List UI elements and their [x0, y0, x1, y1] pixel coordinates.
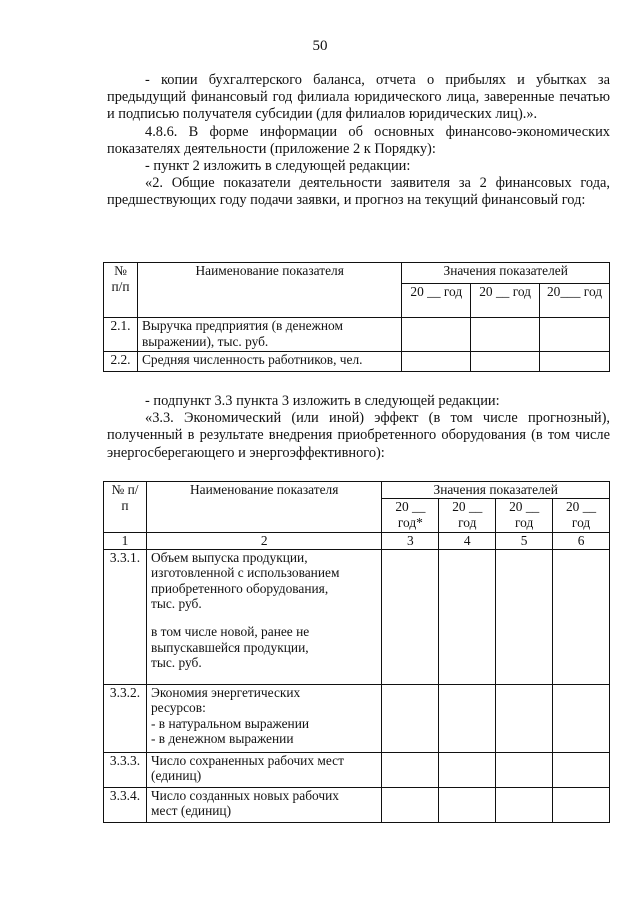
- index-cell: 1: [104, 533, 147, 550]
- value-cell: [382, 787, 439, 822]
- row-name-line: (единиц): [150, 768, 202, 784]
- row-num: 2.1.: [104, 318, 138, 352]
- value-cell: [540, 352, 610, 372]
- row-name-line: Число созданных новых рабочих: [150, 787, 339, 803]
- header-name: Наименование показателя: [146, 482, 381, 533]
- index-cell: 2: [146, 533, 381, 550]
- header-name: Наименование показателя: [137, 263, 401, 318]
- row-name-line: - в натуральном выражении: [150, 715, 310, 731]
- header-year: 20 __ год*: [382, 499, 439, 533]
- header-year: 20 __ год: [402, 284, 471, 318]
- row-name-line: тыс. руб.: [150, 655, 202, 671]
- index-cell: 3: [382, 533, 439, 550]
- value-cell: [553, 549, 610, 684]
- row-name-line: Число сохраненных рабочих мест: [150, 752, 344, 768]
- value-cell: [496, 684, 553, 752]
- table-row: [104, 787, 610, 822]
- row-name-line: Объем выпуска продукции,: [150, 549, 308, 565]
- middle-text: [107, 393, 610, 462]
- table-row: [104, 684, 610, 752]
- row-name-line: приобретенного оборудования,: [150, 580, 329, 596]
- paragraph-copies: - копии бухгалтерского баланса, отчета о прибылях и убытках за предыдущий финансовый год филиала юридического лица, заверенные печатью и подписью получателя субсидии (для филиалов юридических лиц).».: [107, 72, 610, 123]
- value-cell: [496, 752, 553, 787]
- paragraph-economic-effect: «3.3. Экономический (или иной) эффект (в том числе прогнозный), полученный в результате внедрения приобретенного оборудования (в том числе энергосберегающего и энергоэффективного):: [107, 410, 610, 461]
- table-economic-effect: [103, 481, 610, 823]
- value-cell: [553, 752, 610, 787]
- row-name-line: в том числе новой, ранее не: [150, 623, 310, 639]
- value-cell: [439, 684, 496, 752]
- index-cell: 6: [553, 533, 610, 550]
- row-name-line: ресурсов:: [150, 700, 206, 716]
- row-num: 3.3.1.: [104, 549, 147, 684]
- value-cell: [439, 549, 496, 684]
- row-num: 3.3.3.: [104, 752, 147, 787]
- value-cell: [553, 787, 610, 822]
- value-cell: [402, 318, 471, 352]
- table-financial-indicators: [103, 262, 610, 372]
- paragraph-general-indicators: «2. Общие показатели деятельности заявителя за 2 финансовых года, предшествующих году подачи заявки, и прогноз на текущий финансовый год:: [107, 175, 610, 209]
- value-cell: [540, 318, 610, 352]
- row-name: [146, 684, 381, 752]
- row-name-line: мест (единиц): [150, 803, 232, 819]
- value-cell: [496, 549, 553, 684]
- row-name-line: - в денежном выражении: [150, 731, 294, 747]
- table-row: [104, 752, 610, 787]
- header-num: № п/п: [104, 482, 147, 533]
- row-name-line: Экономия энергетических: [150, 684, 301, 700]
- value-cell: [553, 684, 610, 752]
- row-name: [146, 787, 381, 822]
- paragraph-4-8-6: 4.8.6. В форме информации об основных финансово-экономических показателях деятельности (приложение 2 к Порядку):: [107, 123, 610, 157]
- paragraph-point-2: - пункт 2 изложить в следующей редакции:: [145, 158, 411, 175]
- index-row: [104, 533, 610, 550]
- row-name-line: изготовленной с использованием: [150, 565, 340, 581]
- value-cell: [439, 752, 496, 787]
- row-num: 3.3.2.: [104, 684, 147, 752]
- row-num: 3.3.4.: [104, 787, 147, 822]
- value-cell: [496, 787, 553, 822]
- row-name: Средняя численность работников, чел.: [137, 352, 401, 372]
- value-cell: [402, 352, 471, 372]
- table-row: [104, 549, 610, 684]
- row-name-line: выпускавшейся продукции,: [150, 639, 309, 655]
- header-year: 20___ год: [540, 284, 610, 318]
- value-cell: [382, 752, 439, 787]
- page-number: 50: [312, 38, 328, 54]
- value-cell: [471, 318, 540, 352]
- header-values: Значения показателей: [382, 482, 610, 499]
- value-cell: [439, 787, 496, 822]
- intro-text: [107, 72, 610, 210]
- value-cell: [382, 684, 439, 752]
- header-year: 20 __ год: [439, 499, 496, 533]
- header-year: 20 __ год: [471, 284, 540, 318]
- index-cell: 4: [439, 533, 496, 550]
- table-row: [104, 318, 610, 352]
- index-cell: 5: [496, 533, 553, 550]
- header-year: 20 __ год: [553, 499, 610, 533]
- paragraph-subpoint-3-3: - подпункт 3.3 пункта 3 изложить в следующей редакции:: [145, 393, 500, 409]
- value-cell: [471, 352, 540, 372]
- header-num: № п/п: [104, 263, 138, 318]
- header-values: Значения показателей: [402, 263, 610, 284]
- table-row: [104, 352, 610, 372]
- row-name-line: тыс. руб.: [150, 596, 202, 612]
- row-name: [146, 549, 381, 684]
- row-num: 2.2.: [104, 352, 138, 372]
- row-name: Выручка предприятия (в денежном выражении), тыс. руб.: [137, 318, 401, 352]
- header-year: 20 __ год: [496, 499, 553, 533]
- value-cell: [382, 549, 439, 684]
- row-name: [146, 752, 381, 787]
